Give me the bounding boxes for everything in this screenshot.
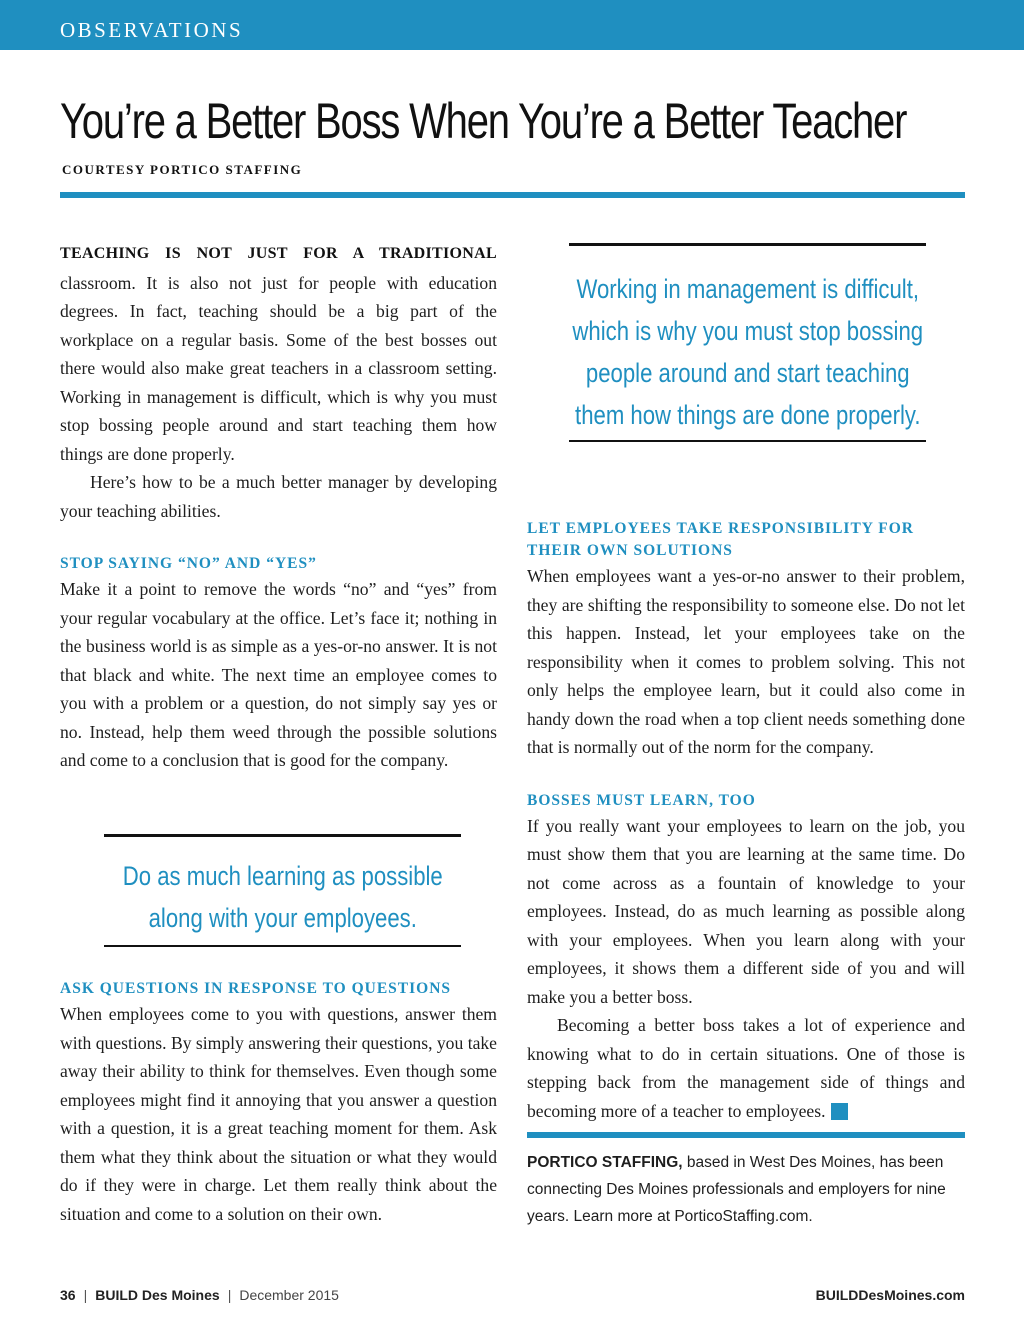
ask-questions-section xyxy=(60,978,497,1228)
subhead-bosses-learn: BOSSES MUST LEARN, TOO xyxy=(527,791,756,809)
stop-saying-body: Make it a point to remove the words “no” and “yes” from your regular vocabulary at the office. Let’s face it; nothing in the business world is as simple as a yes-or-no answer. It is not that black and white. The next time an employee comes to you with a problem or a question, do not simply say yes or no. Instead, help them weed through the possible solutions and come to a conclusion that is good for the company. xyxy=(60,579,497,770)
lead-in-caps: TEACHING IS NOT JUST FOR A TRADITIONAL xyxy=(60,245,497,262)
title-divider xyxy=(60,192,965,198)
footer-separator: | xyxy=(83,1287,88,1303)
closing-paragraph xyxy=(527,1011,965,1125)
closing-text: Becoming a better boss takes a lot of experience and knowing what to do in certain situations. One of those is stepping back from the management side of things and becoming more of a teacher to employees. xyxy=(527,1015,965,1121)
page-footer xyxy=(60,1287,965,1309)
page-number: 36 xyxy=(60,1287,76,1303)
footer-separator-2: | xyxy=(227,1287,232,1303)
subhead-ask-questions: ASK QUESTIONS IN RESPONSE TO QUESTIONS xyxy=(60,980,452,997)
bosses-learn-body: If you really want your employees to learn on the job, you must show them that you are learning at the same time. Do not come across as a fountain of knowledge to your employees. Instead, do as much learning as possible along with your employees. When you learn along with your employees, it shows them a different side of you and will make you a better boss. xyxy=(527,815,965,1007)
section-label: OBSERVATIONS xyxy=(60,18,244,42)
website-url: BUILDDesMoines.com xyxy=(815,1287,965,1303)
bio-divider xyxy=(527,1132,965,1138)
left-column xyxy=(60,238,497,775)
pull-quote-middle-text: Do as much learning as possible along with your employees. xyxy=(122,861,443,933)
end-mark-icon: B xyxy=(831,1103,848,1120)
bio-company-name: PORTICO STAFFING, xyxy=(527,1154,683,1171)
pull-quote-top xyxy=(569,243,926,442)
subhead-stop-saying: STOP SAYING “NO” AND “YES” xyxy=(60,555,317,572)
publication-name: BUILD Des Moines xyxy=(95,1287,220,1303)
page-title: You’re a Better Boss When You’re a Better Teacher xyxy=(60,93,907,149)
responsibility-body: When employees want a yes-or-no answer to their problem, they are shifting the responsibility to someone else. Do not let this happen. Instead, let your employees take on the responsibility when it comes to problem solving. This not only helps the employee learn, but it could also come in handy down the road when a top client needs something done that is normally out of the norm for the company. xyxy=(527,566,965,757)
pull-quote-middle xyxy=(104,834,461,947)
ask-questions-body: When employees come to you with questions, answer them with questions. By simply answering their questions, you take away their ability to think for themselves. Even though some employees might find it annoying that you answer a question with a question, it is a great teaching moment for them. Ask them what they think about the situation or what they would do if they were in charge. Let them really think about the situation and come to a solution on their own. xyxy=(60,1004,497,1224)
intro-paragraph xyxy=(60,238,497,468)
intro-text: classroom. It is also not just for people with education degrees. In fact, teaching should be a big part of the workplace on a regular basis. Some of the best bosses out there would also make great teachers in a classroom setting. Working in management is difficult, which is why you must stop bossing people around and start teaching them how things are done properly. xyxy=(60,272,497,464)
intro-paragraph-2: Here’s how to be a much better manager by developing your teaching abilities. xyxy=(60,472,497,521)
pull-quote-top-text: Working in management is difficult, which is why you must stop bossing people around and start teaching them how things are done properly. xyxy=(572,274,923,430)
section-banner xyxy=(0,0,1024,50)
issue-date: December 2015 xyxy=(239,1287,339,1303)
right-column xyxy=(527,518,965,1125)
subhead-responsibility: LET EMPLOYEES TAKE RESPONSIBILITY FOR THEIR OWN SOLUTIONS xyxy=(527,520,914,559)
author-bio xyxy=(527,1149,967,1230)
bio-text: based in West Des Moines, has been connecting Des Moines professionals and employers for nine years. Learn more at PorticoStaffing.com. xyxy=(527,1154,946,1225)
article-credit: COURTESY PORTICO STAFFING xyxy=(62,162,303,177)
